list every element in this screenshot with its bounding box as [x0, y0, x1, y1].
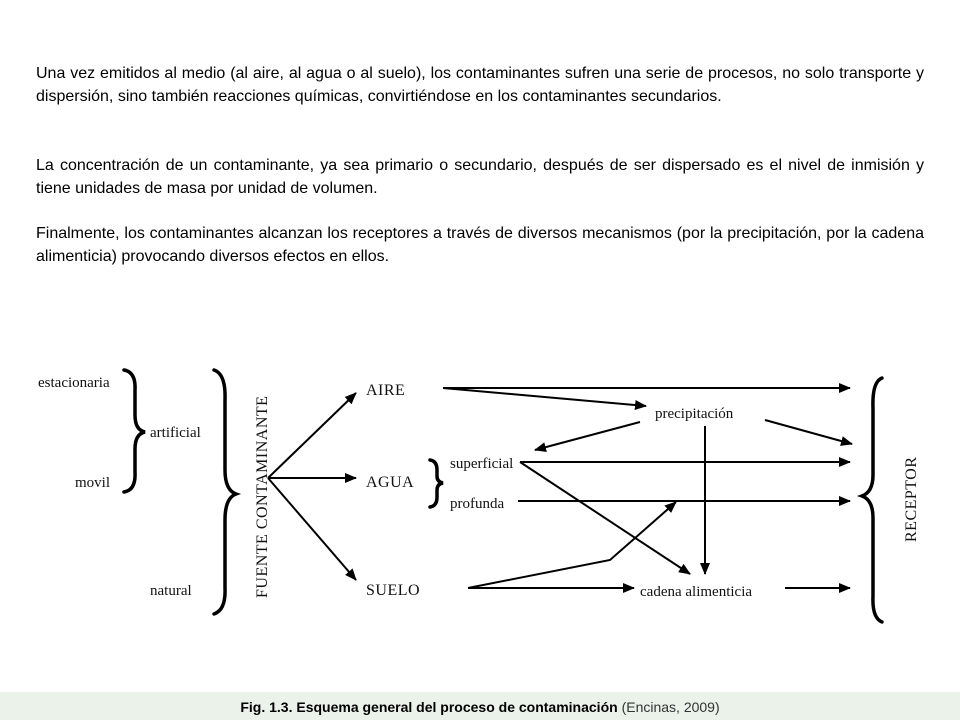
- brace-artificial: [124, 370, 145, 492]
- figure-caption: [0, 699, 960, 715]
- arrow-precipitacion-superficial: [535, 422, 640, 450]
- arrow-precipitacion-receptor: [765, 420, 852, 444]
- paragraph-2: La concentración de un contaminante, ya sea primario o secundario, después de ser dispersado es el nivel de inmisión y tiene unidades de masa por unidad de volumen.: [36, 157, 924, 197]
- label-estacionaria: estacionaria: [38, 375, 110, 391]
- contamination-diagram: [0, 360, 960, 660]
- label-profunda: profunda: [450, 496, 505, 512]
- arrow-aire-precipitacion: [443, 388, 646, 406]
- arrow-to-aire: [268, 393, 356, 478]
- label-artificial: artificial: [150, 425, 201, 441]
- label-movil: movil: [75, 475, 111, 491]
- label-suelo: SUELO: [366, 582, 421, 599]
- paragraph-3: Finalmente, los contaminantes alcanzan los receptores a través de diversos mecanismos (por la precipitación, por la cadena alimenticia) provocando diversos efectos en ellos.: [36, 225, 924, 265]
- label-aire: AIRE: [366, 382, 406, 399]
- brace-agua: [430, 460, 443, 507]
- label-fuente-contaminante: FUENTE CONTAMINANTE: [254, 395, 271, 598]
- caption-title: Fig. 1.3. Esquema general del proceso de contaminación: [240, 699, 618, 715]
- arrow-to-suelo: [268, 478, 356, 580]
- label-agua: AGUA: [366, 474, 415, 491]
- label-precipitacion: precipitación: [655, 406, 734, 422]
- label-cadena-alimenticia: cadena alimenticia: [640, 584, 753, 600]
- brace-fuente: [214, 370, 236, 614]
- label-receptor: RECEPTOR: [903, 456, 920, 542]
- arrow-superficial-cadena: [520, 462, 690, 574]
- brace-receptor: [862, 378, 882, 622]
- label-superficial: superficial: [450, 456, 514, 472]
- label-natural: natural: [150, 583, 192, 599]
- caption-citation: (Encinas, 2009): [621, 699, 720, 715]
- paragraph-1: Una vez emitidos al medio (al aire, al agua o al suelo), los contaminantes sufren una serie de procesos, no solo transporte y dispersión, sino también reacciones químicas, convirtiéndose en los contaminantes secundarios.: [36, 65, 924, 105]
